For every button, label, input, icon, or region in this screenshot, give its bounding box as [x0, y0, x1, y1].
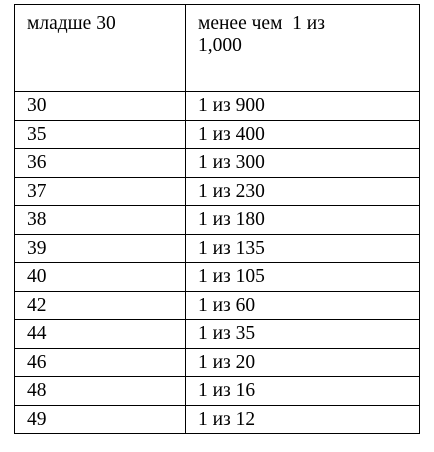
risk-cell: 1 из 12	[186, 405, 420, 434]
age-cell: 49	[15, 405, 186, 434]
table-row	[15, 120, 420, 149]
header-cell-age	[15, 5, 186, 92]
age-cell: 48	[15, 377, 186, 406]
age-cell: 37	[15, 177, 186, 206]
table-row	[15, 234, 420, 263]
header-risk-text-line1: менее чем 1 из	[198, 13, 325, 34]
header-cell-risk	[186, 5, 420, 92]
risk-cell: 1 из 135	[186, 234, 420, 263]
header-risk-text-line2: 1,000	[198, 35, 242, 56]
age-risk-table	[14, 4, 420, 434]
risk-cell: 1 из 105	[186, 263, 420, 292]
risk-cell: 1 из 35	[186, 320, 420, 349]
table-row	[15, 206, 420, 235]
table-row	[15, 149, 420, 178]
age-cell: 42	[15, 291, 186, 320]
document-table-container	[14, 4, 419, 434]
risk-cell: 1 из 16	[186, 377, 420, 406]
table-row	[15, 320, 420, 349]
table-row	[15, 348, 420, 377]
risk-cell: 1 из 20	[186, 348, 420, 377]
table-row	[15, 377, 420, 406]
risk-cell: 1 из 230	[186, 177, 420, 206]
table-row	[15, 291, 420, 320]
age-cell: 46	[15, 348, 186, 377]
table-row	[15, 177, 420, 206]
age-cell: 36	[15, 149, 186, 178]
age-cell: 39	[15, 234, 186, 263]
table-header-row	[15, 5, 420, 92]
header-age-text: младше 30	[27, 13, 116, 34]
table-row	[15, 92, 420, 121]
age-cell: 38	[15, 206, 186, 235]
age-cell: 35	[15, 120, 186, 149]
age-cell: 44	[15, 320, 186, 349]
risk-cell: 1 из 60	[186, 291, 420, 320]
table-row	[15, 405, 420, 434]
risk-cell: 1 из 400	[186, 120, 420, 149]
table-row	[15, 263, 420, 292]
risk-cell: 1 из 180	[186, 206, 420, 235]
risk-cell: 1 из 900	[186, 92, 420, 121]
risk-cell: 1 из 300	[186, 149, 420, 178]
age-cell: 30	[15, 92, 186, 121]
age-cell: 40	[15, 263, 186, 292]
